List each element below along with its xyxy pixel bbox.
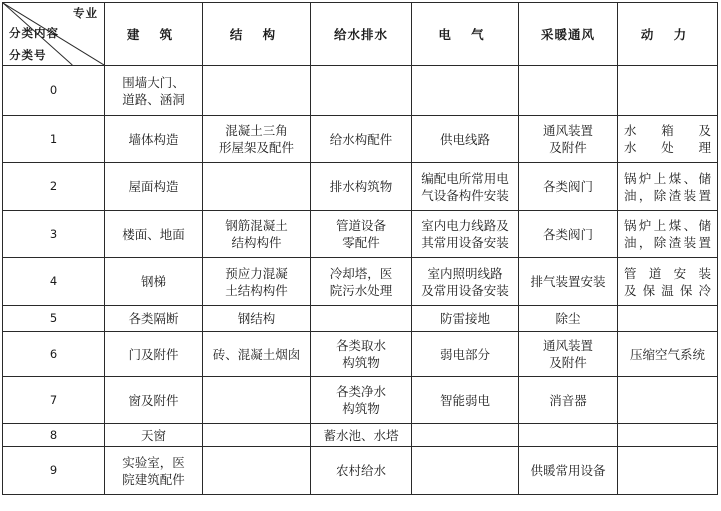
cell-water: [311, 306, 412, 332]
row-number-cell: 3: [3, 211, 105, 258]
corner-label-discipline: 专业: [73, 6, 98, 20]
cell-architecture: [105, 66, 203, 116]
cell-electrical: [412, 211, 519, 258]
cell-text-line: 窗及附件: [128, 392, 179, 408]
cell-text-line: 通风装置: [542, 338, 593, 353]
cell-electrical: [412, 258, 519, 306]
cell-hvac: [519, 377, 618, 424]
cell-hvac: [519, 66, 618, 116]
cell-text-line: 管道安装: [624, 265, 711, 281]
cell-text-line: 及附件: [549, 140, 587, 155]
table-row: [3, 424, 718, 447]
cell-text-line: 砖、混凝土烟囱: [212, 346, 301, 362]
cell-text-line: 楼面、地面: [122, 226, 185, 242]
cell-architecture: [105, 211, 203, 258]
table-row: [3, 211, 718, 258]
header-corner-cell: [3, 3, 105, 66]
header-architecture: 建 筑: [105, 3, 203, 66]
table-row: [3, 306, 718, 332]
corner-label-content: 分类内容: [9, 26, 59, 40]
table-row: [3, 258, 718, 306]
cell-water: [311, 66, 412, 116]
cell-text-line: 钢梯: [140, 274, 166, 289]
cell-text-line: 院污水处理: [329, 282, 393, 298]
cell-text-line: 编配电所常用电: [421, 170, 509, 186]
cell-text-line: 道路、涵洞: [122, 91, 185, 107]
classification-table: [2, 2, 718, 495]
table-row: [3, 447, 718, 495]
cell-text-line: 蓄水池、水塔: [323, 427, 399, 443]
table-row: [3, 66, 718, 116]
cell-text-line: 构筑物: [342, 355, 380, 370]
cell-water: [311, 116, 412, 163]
cell-water: [311, 332, 412, 377]
cell-text-line: 气设备构件安装: [421, 187, 509, 203]
cell-text-line: 天窗: [140, 427, 166, 443]
cell-text-line: 通风装置: [542, 123, 593, 138]
cell-text-line: 室内电力线路及: [421, 218, 509, 233]
cell-text-line: 弱电部分: [439, 346, 490, 362]
cell-hvac: [519, 447, 618, 495]
cell-water: [311, 377, 412, 424]
cell-electrical: [412, 332, 519, 377]
cell-text-line: 消音器: [549, 392, 587, 408]
cell-text-line: 门及附件: [128, 346, 179, 362]
cell-text-line: 土结构构件: [225, 282, 288, 298]
table-row: [3, 332, 718, 377]
cell-text-line: 钢筋混凝土: [225, 218, 288, 233]
cell-text-line: 冷却塔，医: [329, 265, 393, 281]
cell-architecture: [105, 447, 203, 495]
cell-structure: [203, 306, 311, 332]
cell-text-line: 供暖常用设备: [530, 463, 606, 478]
cell-electrical: [412, 66, 519, 116]
cell-architecture: [105, 258, 203, 306]
cell-text-line: 各类阀门: [542, 179, 593, 194]
cell-text-line: 排水构筑物: [329, 179, 393, 194]
header-structure: 结 构: [203, 3, 311, 66]
cell-hvac: [519, 116, 618, 163]
cell-text-line: 各类隔断: [128, 311, 179, 326]
row-number-cell: 7: [3, 377, 105, 424]
row-number-cell: 2: [3, 163, 105, 211]
cell-text-line: 各类阀门: [542, 226, 593, 242]
cell-electrical: [412, 306, 519, 332]
cell-architecture: [105, 116, 203, 163]
cell-text-line: 排气装置安装: [530, 274, 606, 289]
cell-text-line: 院建筑配件: [122, 471, 185, 487]
cell-text-line: 结构构件: [231, 235, 282, 250]
cell-water: [311, 211, 412, 258]
row-number-cell: 0: [3, 66, 105, 116]
cell-text-line: 压缩空气系统: [629, 346, 705, 362]
cell-electrical: [412, 163, 519, 211]
header-power: 动 力: [618, 3, 718, 66]
cell-text-line: 智能弱电: [439, 392, 490, 408]
cell-text-line: 防雷接地: [439, 311, 490, 326]
cell-power: [618, 377, 718, 424]
table-row: [3, 163, 718, 211]
cell-power: [618, 211, 718, 258]
cell-text-line: 及附件: [549, 355, 587, 370]
row-number-cell: 4: [3, 258, 105, 306]
cell-structure: [203, 163, 311, 211]
table-row: [3, 377, 718, 424]
cell-architecture: [105, 377, 203, 424]
cell-text-line: 给水构配件: [329, 131, 393, 147]
cell-architecture: [105, 332, 203, 377]
cell-structure: [203, 258, 311, 306]
cell-text-line: 各类净水: [335, 384, 386, 399]
cell-text-line: 混凝土三角: [225, 123, 288, 138]
cell-electrical: [412, 116, 519, 163]
cell-text-line: 农村给水: [335, 463, 386, 478]
header-electrical: 电 气: [412, 3, 519, 66]
cell-text-line: 锅炉上煤、储: [624, 218, 711, 233]
cell-power: [618, 163, 718, 211]
cell-power: [618, 447, 718, 495]
cell-text-line: 钢结构: [237, 311, 276, 326]
cell-text-line: 屋面构造: [128, 179, 179, 194]
cell-structure: [203, 377, 311, 424]
cell-hvac: [519, 306, 618, 332]
cell-text-line: 室内照明线路: [427, 265, 503, 281]
cell-power: [618, 306, 718, 332]
cell-hvac: [519, 163, 618, 211]
cell-architecture: [105, 306, 203, 332]
cell-hvac: [519, 211, 618, 258]
cell-power: [618, 332, 718, 377]
cell-text-line: 油，除渣装置: [624, 235, 711, 250]
row-number-cell: 1: [3, 116, 105, 163]
cell-power: [618, 66, 718, 116]
cell-text-line: 除尘: [555, 311, 581, 326]
cell-hvac: [519, 332, 618, 377]
cell-structure: [203, 332, 311, 377]
cell-hvac: [519, 424, 618, 447]
cell-text-line: 围墙大门、: [122, 74, 185, 90]
cell-architecture: [105, 424, 203, 447]
corner-label-number: 分类号: [9, 48, 47, 62]
cell-text-line: 管道设备: [335, 218, 386, 233]
cell-power: [618, 424, 718, 447]
cell-structure: [203, 211, 311, 258]
cell-text-line: 水处理: [624, 140, 711, 155]
cell-structure: [203, 447, 311, 495]
cell-text-line: 墙体构造: [128, 131, 179, 147]
header-hvac: 采暖通风: [519, 3, 618, 66]
cell-structure: [203, 424, 311, 447]
cell-architecture: [105, 163, 203, 211]
cell-water: [311, 258, 412, 306]
cell-water: [311, 447, 412, 495]
cell-text-line: 油，除渣装置: [624, 187, 711, 203]
cell-text-line: 构筑物: [342, 401, 380, 416]
row-number-cell: 9: [3, 447, 105, 495]
cell-water: [311, 424, 412, 447]
cell-electrical: [412, 424, 519, 447]
header-water-supply-drainage: 给水排水: [311, 3, 412, 66]
classification-table-region: [2, 2, 719, 507]
cell-text-line: 供电线路: [439, 131, 490, 147]
cell-text-line: 各类取水: [335, 338, 386, 353]
cell-text-line: 实验室，医: [122, 454, 185, 470]
cell-structure: [203, 116, 311, 163]
header-row: [3, 3, 718, 66]
cell-text-line: 其常用设备安装: [421, 235, 509, 250]
cell-hvac: [519, 258, 618, 306]
cell-power: [618, 116, 718, 163]
table-row: [3, 116, 718, 163]
cell-text-line: 形屋架及配件: [218, 140, 294, 155]
cell-electrical: [412, 377, 519, 424]
cell-text-line: 零配件: [342, 235, 380, 250]
row-number-cell: 5: [3, 306, 105, 332]
row-number-cell: 6: [3, 332, 105, 377]
cell-text-line: 锅炉上煤、储: [624, 170, 711, 186]
cell-text-line: 水箱及: [624, 123, 711, 138]
cell-power: [618, 258, 718, 306]
cell-text-line: 及常用设备安装: [421, 282, 509, 298]
row-number-cell: 8: [3, 424, 105, 447]
cell-text-line: 及保温保冷: [624, 282, 711, 298]
cell-text-line: 预应力混凝: [225, 265, 288, 281]
cell-structure: [203, 66, 311, 116]
cell-water: [311, 163, 412, 211]
cell-electrical: [412, 447, 519, 495]
